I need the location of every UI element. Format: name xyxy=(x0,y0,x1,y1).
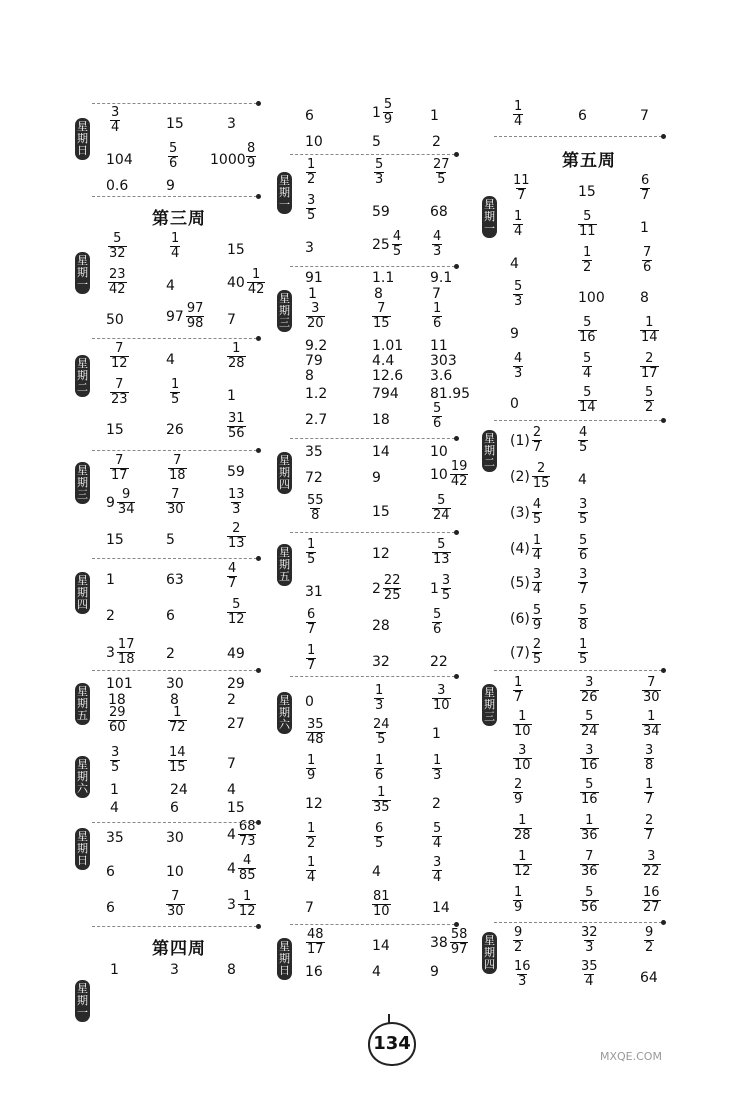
mixed-number: 3 17 18 xyxy=(106,637,135,667)
tab-wednesday: 星期三 xyxy=(277,290,292,332)
answer: 35 xyxy=(106,830,124,846)
answer: 5 xyxy=(166,532,175,548)
fraction: 35 4 xyxy=(581,959,598,989)
fraction: 5 8 xyxy=(579,603,588,633)
answer: 7 xyxy=(305,900,314,916)
divider xyxy=(290,676,455,677)
answer: 14 xyxy=(372,444,390,460)
fraction: 7 18 xyxy=(169,453,186,483)
mixed-number: 4 4 85 xyxy=(227,853,256,883)
answer: 9.1 xyxy=(430,270,453,286)
fraction: 5 12 xyxy=(228,597,245,627)
answer: 15 xyxy=(372,504,390,520)
answer: 0.6 xyxy=(106,178,129,194)
fraction: 55 8 xyxy=(307,493,324,523)
mixed-number: 25 4 5 xyxy=(372,229,402,259)
answer: 91 xyxy=(305,270,323,286)
fraction: 4 7 xyxy=(228,561,237,591)
divider xyxy=(92,670,257,671)
fraction: 7 12 xyxy=(111,341,128,371)
answer: 24 xyxy=(170,782,188,798)
answer: 30 xyxy=(166,830,184,846)
answer: 32 xyxy=(372,654,390,670)
fraction: 1 5 xyxy=(171,377,180,407)
answer: 81.95 xyxy=(430,386,471,402)
fraction: 5 24 xyxy=(433,493,450,523)
fraction: 2 13 xyxy=(228,521,245,551)
answer: 15 xyxy=(227,242,245,258)
answer: 3 xyxy=(227,116,236,132)
answer: 15 xyxy=(106,422,124,438)
answer: 9 xyxy=(166,178,175,194)
fraction: 7 30 xyxy=(167,889,184,919)
fraction: 1 36 xyxy=(581,813,598,843)
fraction: 1 2 xyxy=(583,245,592,275)
tab-monday: 星期一 xyxy=(75,980,90,1022)
answer: 3 xyxy=(305,240,314,256)
tab-monday: 星期一 xyxy=(482,196,497,238)
fraction: 1 5 xyxy=(307,537,316,567)
answer: 12.6 xyxy=(372,368,404,384)
divider xyxy=(92,450,257,451)
answer: 4 xyxy=(578,472,587,488)
fraction: 4 3 xyxy=(433,229,442,259)
answer: 9 xyxy=(510,326,519,342)
fraction: 9 2 xyxy=(645,925,654,955)
fraction: 3 16 xyxy=(581,743,598,773)
tab-sunday: 星期日 xyxy=(277,938,292,980)
section-title-week3: 第三周 xyxy=(152,209,206,229)
fraction: 1 6 xyxy=(433,301,442,331)
mixed-number: 1 5 9 xyxy=(372,97,393,127)
fraction: 5 24 xyxy=(581,709,598,739)
page-number: 134 xyxy=(368,1022,416,1066)
fraction: 5 4 xyxy=(583,351,592,381)
answer: 49 xyxy=(227,646,245,662)
answer: 5 xyxy=(372,134,381,150)
fraction: 6 5 xyxy=(375,821,384,851)
fraction: 1 28 xyxy=(228,341,245,371)
fraction: 2 9 xyxy=(514,777,523,807)
answer: 8 xyxy=(227,962,236,978)
fraction: 7 30 xyxy=(643,675,660,705)
answer: 9 xyxy=(372,470,381,486)
answer: 9 xyxy=(430,964,439,980)
answer: 1.1 xyxy=(372,270,395,286)
answer: 26 xyxy=(166,422,184,438)
fraction: 31 56 xyxy=(228,411,245,441)
answer: 72 xyxy=(305,470,323,486)
tab-tuesday: 星期二 xyxy=(75,355,90,397)
fraction: 11 7 xyxy=(513,173,530,203)
fraction: 9 2 xyxy=(514,925,523,955)
answer: 9.2 xyxy=(305,338,328,354)
answer: 1.2 xyxy=(305,386,328,402)
divider xyxy=(494,670,662,671)
fraction: 2 17 xyxy=(641,351,658,381)
answer: 3 xyxy=(170,962,179,978)
fraction: 1 5 xyxy=(579,637,588,667)
answer: 100 xyxy=(578,290,605,306)
fraction: 5 13 xyxy=(433,537,450,567)
answer: 18 xyxy=(108,692,126,708)
fraction: 5 11 xyxy=(579,209,596,239)
divider xyxy=(92,338,257,339)
mixed-number: (2) 2 15 xyxy=(510,461,550,491)
section-title-week5: 第五周 xyxy=(562,151,616,171)
fraction: 3 8 xyxy=(645,743,654,773)
answer: 11 xyxy=(430,338,448,354)
fraction: 5 6 xyxy=(433,607,442,637)
answer: 28 xyxy=(372,618,390,634)
section-title-week4: 第四周 xyxy=(152,939,206,959)
tab-monday: 星期一 xyxy=(75,252,90,294)
fraction: 7 30 xyxy=(167,487,184,517)
divider xyxy=(494,922,662,923)
mixed-number: 4 68 73 xyxy=(227,819,256,849)
answer: 1 xyxy=(432,726,441,742)
answer: 1 xyxy=(430,108,439,124)
fraction: 1 72 xyxy=(169,705,186,735)
answer: 15 xyxy=(166,116,184,132)
divider xyxy=(92,558,257,559)
fraction: 3 10 xyxy=(514,743,531,773)
fraction: 5 6 xyxy=(433,401,442,431)
fraction: 3 20 xyxy=(307,301,324,331)
answer: 6 xyxy=(106,900,115,916)
tab-friday: 星期五 xyxy=(277,544,292,586)
mixed-number: 10 19 42 xyxy=(430,459,468,489)
answer: 50 xyxy=(106,312,124,328)
fraction: 5 32 xyxy=(109,231,126,261)
divider xyxy=(494,420,662,421)
answer: 7 xyxy=(432,286,441,302)
answer: 6 xyxy=(166,608,175,624)
answer: 4 xyxy=(227,782,236,798)
tab-friday: 星期五 xyxy=(75,683,90,725)
tab-monday: 星期一 xyxy=(277,172,292,214)
answer: 4 xyxy=(166,278,175,294)
answer: 1 xyxy=(110,962,119,978)
fraction: 1 6 xyxy=(375,753,384,783)
mixed-number: 38 58 97 xyxy=(430,927,468,957)
fraction: 5 4 xyxy=(433,821,442,851)
mixed-number: 3 1 12 xyxy=(227,889,256,919)
fraction: 1 4 xyxy=(514,99,523,129)
fraction: 1 9 xyxy=(514,885,523,915)
answer: 30 xyxy=(166,676,184,692)
fraction: 16 27 xyxy=(643,885,660,915)
answer: 12 xyxy=(372,546,390,562)
fraction: 4 5 xyxy=(579,425,588,455)
answer: 16 xyxy=(305,964,323,980)
fraction: 1 14 xyxy=(641,315,658,345)
fraction: 8 9 xyxy=(247,141,256,171)
answer: 4 xyxy=(372,864,381,880)
answer: 79 xyxy=(305,353,323,369)
answer: 2 xyxy=(106,608,115,624)
answer: 0 xyxy=(510,396,519,412)
answer: 2 xyxy=(432,796,441,812)
fraction: 1 35 xyxy=(373,785,390,815)
answer: 10 xyxy=(305,134,323,150)
answer: 18 xyxy=(372,412,390,428)
answer: 14 xyxy=(372,938,390,954)
fraction: 2 7 xyxy=(645,813,654,843)
fraction: 5 14 xyxy=(579,385,596,415)
fraction: 1 3 xyxy=(433,753,442,783)
answer: 4 xyxy=(510,256,519,272)
fraction: 1 3 xyxy=(375,683,384,713)
fraction: 14 15 xyxy=(169,745,186,775)
answer: 8 xyxy=(170,692,179,708)
fraction: 27 5 xyxy=(433,157,450,187)
answer: 6 xyxy=(106,864,115,880)
fraction: 7 17 xyxy=(111,453,128,483)
answer: 1.01 xyxy=(372,338,404,354)
fraction: 13 3 xyxy=(228,487,245,517)
tab-thursday: 星期四 xyxy=(277,452,292,494)
answer: 3.6 xyxy=(430,368,453,384)
fraction: 3 4 xyxy=(433,855,442,885)
fraction: 5 16 xyxy=(579,315,596,345)
fraction: 1 2 xyxy=(307,821,316,851)
answer: 101 xyxy=(106,676,133,692)
answer: 59 xyxy=(372,204,390,220)
fraction: 1 7 xyxy=(645,777,654,807)
fraction: 1 4 xyxy=(307,855,316,885)
answer: 29 xyxy=(227,676,245,692)
tab-saturday: 星期六 xyxy=(277,692,292,734)
answer: 104 xyxy=(106,152,133,168)
tab-sunday: 星期日 xyxy=(75,118,90,160)
answer: 2.7 xyxy=(305,412,328,428)
divider xyxy=(494,136,662,137)
fraction: 1 12 xyxy=(514,849,531,879)
fraction: 24 5 xyxy=(373,717,390,747)
answer: 10 xyxy=(430,444,448,460)
fraction: 23 42 xyxy=(109,267,126,297)
divider xyxy=(290,266,455,267)
answer: 59 xyxy=(227,464,245,480)
divider xyxy=(92,103,257,104)
fraction: 1 4 xyxy=(171,231,180,261)
watermark: MXQE.COM xyxy=(600,1050,662,1063)
answer: 8 xyxy=(374,286,383,302)
fraction: 81 10 xyxy=(373,889,390,919)
fraction: 35 48 xyxy=(307,717,324,747)
answer: 1 xyxy=(308,286,317,302)
answer: 0 xyxy=(305,694,314,710)
answer: 2 xyxy=(227,692,236,708)
fraction: 16 3 xyxy=(514,959,531,989)
answer: 4 xyxy=(110,800,119,816)
fraction: 1 2 xyxy=(307,157,316,187)
fraction: 1 7 xyxy=(307,643,316,673)
fraction: 1 28 xyxy=(514,813,531,843)
fraction: 7 23 xyxy=(111,377,128,407)
fraction: 5 3 xyxy=(375,157,384,187)
answer: 15 xyxy=(578,184,596,200)
mixed-number: (3) 4 5 xyxy=(510,497,542,527)
answer: 1 xyxy=(106,572,115,588)
answer: 4 xyxy=(372,964,381,980)
fraction: 32 3 xyxy=(581,925,598,955)
divider xyxy=(290,438,455,439)
fraction: 3 7 xyxy=(579,567,588,597)
answer: 68 xyxy=(430,204,448,220)
answer: 15 xyxy=(227,800,245,816)
fraction: 5 6 xyxy=(579,533,588,563)
fraction: 1 7 xyxy=(514,675,523,705)
fraction: 7 6 xyxy=(643,245,652,275)
answer: 1000 xyxy=(210,152,246,168)
mixed-number: (7) 2 5 xyxy=(510,637,542,667)
answer: 31 xyxy=(305,584,323,600)
answer: 8 xyxy=(305,368,314,384)
fraction: 48 17 xyxy=(307,927,324,957)
fraction: 1 34 xyxy=(643,709,660,739)
answer: 14 xyxy=(432,900,450,916)
fraction: 6 7 xyxy=(307,607,316,637)
answer: 7 xyxy=(227,756,236,772)
mixed-number: (5) 3 4 xyxy=(510,567,542,597)
fraction: 7 36 xyxy=(581,849,598,879)
answer: 63 xyxy=(166,572,184,588)
mixed-number: (6) 5 9 xyxy=(510,603,542,633)
answer: 8 xyxy=(640,290,649,306)
fraction: 1 4 xyxy=(514,209,523,239)
mixed-number: (4) 1 4 xyxy=(510,533,542,563)
answer: 4.4 xyxy=(372,353,395,369)
mixed-number: 9 9 34 xyxy=(106,487,135,517)
divider xyxy=(92,196,257,197)
tab-tuesday: 星期二 xyxy=(482,430,497,472)
answer: 1 xyxy=(227,388,236,404)
fraction: 5 2 xyxy=(645,385,654,415)
mixed-number: 97 97 98 xyxy=(166,301,204,331)
mixed-number: (1) 2 7 xyxy=(510,425,542,455)
mixed-number: 2 22 25 xyxy=(372,573,401,603)
fraction: 3 26 xyxy=(581,675,598,705)
answer: 1 xyxy=(110,782,119,798)
fraction: 29 60 xyxy=(109,705,126,735)
fraction: 3 5 xyxy=(579,497,588,527)
answer: 10 xyxy=(166,864,184,880)
tab-saturday: 星期六 xyxy=(75,756,90,798)
divider xyxy=(92,926,257,927)
answer: 794 xyxy=(372,386,399,402)
answer: 15 xyxy=(106,532,124,548)
answer: 2 xyxy=(166,646,175,662)
fraction: 4 3 xyxy=(514,351,523,381)
tab-thursday: 星期四 xyxy=(75,572,90,614)
mixed-number: 1 3 5 xyxy=(430,573,451,603)
fraction: 7 15 xyxy=(373,301,390,331)
answer: 7 xyxy=(640,108,649,124)
divider xyxy=(290,924,455,925)
fraction: 1 9 xyxy=(307,753,316,783)
fraction: 3 5 xyxy=(111,745,120,775)
answer: 2 xyxy=(432,134,441,150)
fraction: 3 22 xyxy=(643,849,660,879)
divider xyxy=(290,532,455,533)
fraction: 5 6 xyxy=(169,141,178,171)
answer: 1 xyxy=(640,220,649,236)
fraction: 3 4 xyxy=(111,105,120,135)
fraction: 5 56 xyxy=(581,885,598,915)
fraction: 6 7 xyxy=(641,173,650,203)
fraction: 1 10 xyxy=(514,709,531,739)
answer: 35 xyxy=(305,444,323,460)
mixed-number: 40 1 42 xyxy=(227,267,265,297)
answer: 12 xyxy=(305,796,323,812)
fraction: 5 16 xyxy=(581,777,598,807)
fraction: 5 3 xyxy=(514,279,523,309)
answer: 27 xyxy=(227,716,245,732)
fraction: 3 10 xyxy=(433,683,450,713)
answer: 6 xyxy=(305,108,314,124)
answer: 7 xyxy=(227,312,236,328)
answer: 64 xyxy=(640,970,658,986)
divider xyxy=(290,154,455,155)
answer: 303 xyxy=(430,353,457,369)
tab-sunday: 星期日 xyxy=(75,828,90,870)
tab-wednesday: 星期三 xyxy=(482,684,497,726)
answer: 4 xyxy=(166,352,175,368)
tab-thursday: 星期四 xyxy=(482,932,497,974)
answer: 6 xyxy=(170,800,179,816)
fraction: 3 5 xyxy=(307,193,316,223)
answer: 22 xyxy=(430,654,448,670)
tab-wednesday: 星期三 xyxy=(75,462,90,504)
answer: 6 xyxy=(578,108,587,124)
